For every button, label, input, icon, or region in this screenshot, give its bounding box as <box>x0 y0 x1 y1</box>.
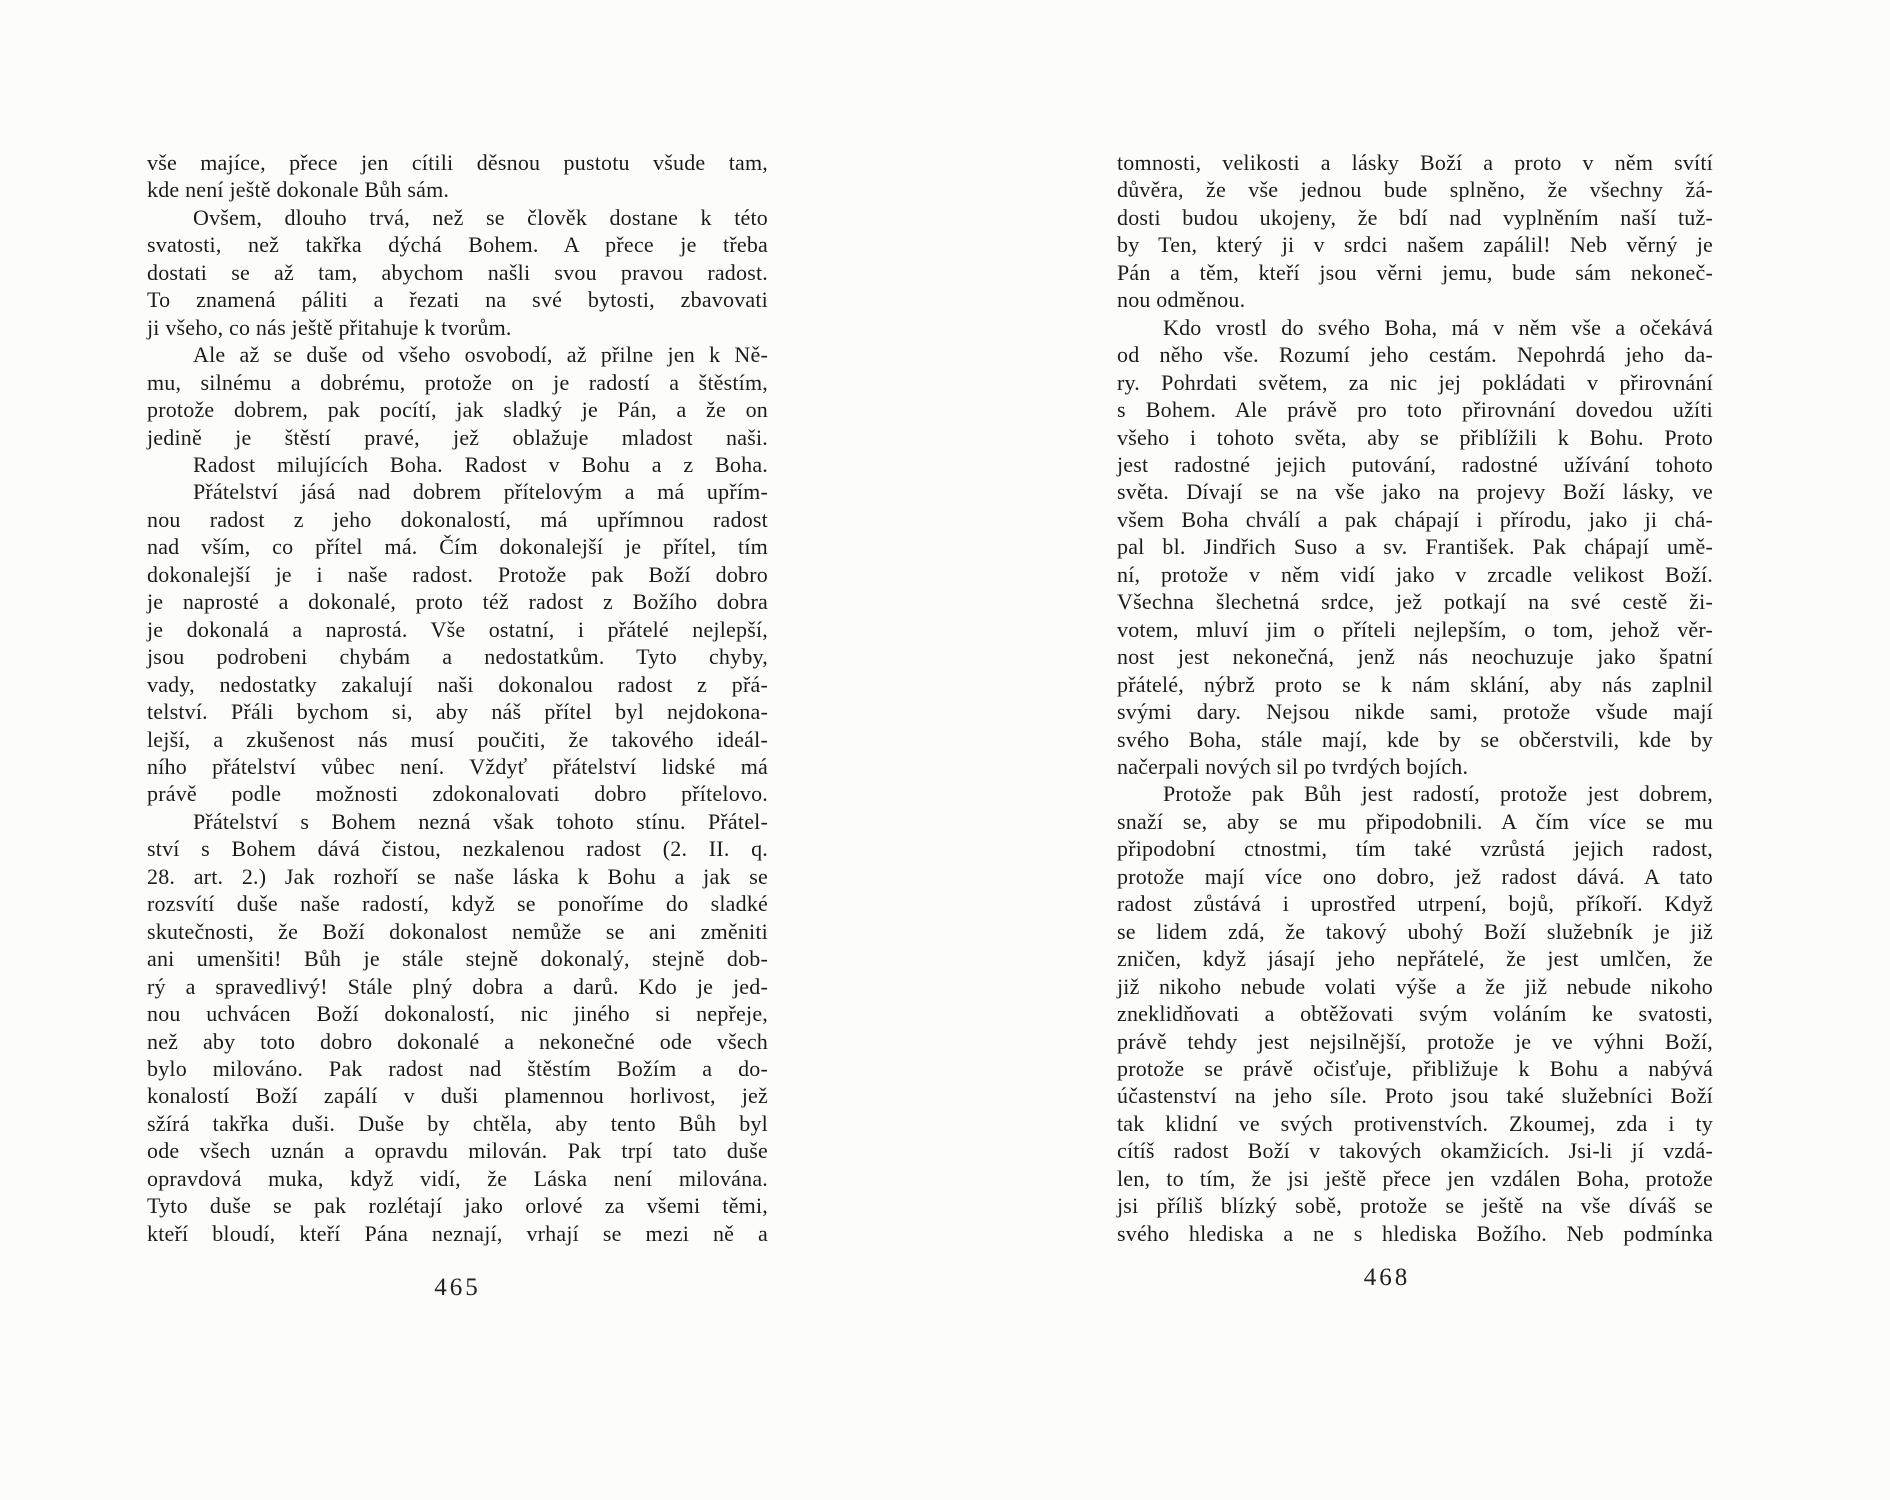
text-line: Radost milujících Boha. Radost v Bohu a z Boha. <box>193 451 768 477</box>
text-line: sžírá takřka duši. Duše by chtěla, aby tento Bůh byl <box>147 1110 768 1136</box>
text-line: nou odměnou. <box>1117 287 1246 313</box>
text-line: nou uchvácen Boží dokonalostí, nic jiného si nepřeje, <box>147 1001 768 1027</box>
text-line: Kdo vrostl do svého Boha, má v něm vše a očekává <box>1163 314 1713 340</box>
text-line: telství. Přáli bychom si, aby náš přítel byl nejdokona- <box>147 699 768 725</box>
text-line: skutečnosti, že Boží dokonalost nemůže se ani změniti <box>147 918 768 944</box>
text-line: svatosti, než takřka dýchá Bohem. A přece je třeba <box>147 232 768 258</box>
text-line: bylo milováno. Pak radost nad štěstím Božím a do- <box>147 1055 768 1081</box>
text-line: svého Boha, stále mají, kde by se občerstvili, kde by <box>1117 726 1713 752</box>
text-line: všeho i tohoto světa, aby se přiblížili k Bohu. Proto <box>1117 424 1713 450</box>
text-line: světa. Dívají se na vše jako na projevy Boží lásky, ve <box>1117 479 1713 505</box>
page-text <box>1117 149 1713 1247</box>
text-line: len, to tím, že jsi ještě přece jen vzdálen Boha, protože <box>1117 1165 1713 1191</box>
page-number: 465 <box>434 1274 481 1302</box>
text-line: nost jest nekonečná, jenž nás neochuzuje jako špatní <box>1117 644 1713 670</box>
text-line: ního přátelství vůbec není. Vždyť přátelství lidské má <box>147 753 768 779</box>
text-line: ry. Pohrdati světem, za nic jej pokládati v přirovnání <box>1117 369 1713 395</box>
text-line: Všechna šlechetná srdce, jež potkají na své cestě ži- <box>1117 589 1713 615</box>
text-line: Protože pak Bůh jest radostí, protože jest dobrem, <box>1163 781 1713 807</box>
text-line: účastenství na jeho síle. Proto jsou také služebníci Boží <box>1117 1083 1713 1109</box>
text-line: jest radostné jejich putování, radostné užívání tohoto <box>1117 451 1713 477</box>
text-line: 28. art. 2.) Jak rozhoří se naše láska k Bohu a jak se <box>147 863 768 889</box>
text-line: Přátelství jásá nad dobrem přítelovým a má upřím- <box>193 479 768 505</box>
text-line: protože dobrem, pak pocítí, jak sladký je Pán, a že on <box>147 397 768 423</box>
text-line: právě podle možnosti zdokonalovati dobro přítelovo. <box>147 781 768 807</box>
page-number: 468 <box>1363 1264 1411 1292</box>
text-line: ode všech uznán a opravdu milován. Pak trpí tato duše <box>147 1138 768 1164</box>
text-line: opravdová muka, když vidí, že Láska není milována. <box>147 1165 768 1191</box>
text-line: svého hlediska a ne s hlediska Božího. Neb podmínka <box>1117 1220 1713 1246</box>
page-right-468 <box>1117 149 1713 1302</box>
text-line: ství s Bohem dává čistou, nezkalenou radost (2. II. q. <box>147 836 768 862</box>
text-line: tomnosti, velikosti a lásky Boží a proto v něm svítí <box>1117 150 1713 175</box>
text-line: Pán a těm, kteří jsou věrni jemu, bude sám nekoneč- <box>1117 259 1713 285</box>
text-line: nad vším, co přítel má. Čím dokonalejší je přítel, tím <box>147 534 768 560</box>
page-text <box>147 149 768 1247</box>
text-line: se lidem zdá, že takový ubohý Boží služebník je již <box>1117 918 1713 944</box>
text-line: kde není ještě dokonale Bůh sám. <box>147 177 450 203</box>
text-line: všem Boha chválí a pak chápají i přírodu, jako ji chá- <box>1117 506 1713 532</box>
text-line: důvěra, že vše jednou bude splněno, že všechny žá- <box>1117 177 1713 203</box>
text-line: dostati se až tam, abychom našli svou pravou radost. <box>147 259 768 285</box>
text-line: mu, silnému a dobrému, protože on je radostí a štěstím, <box>147 369 768 395</box>
text-line: snaží se, aby se mu připodobnili. A čím více se mu <box>1117 808 1713 834</box>
text-line: ní, protože v něm vidí jako v zrcadle velikost Boží. <box>1117 561 1713 587</box>
text-line: od něho vše. Rozumí jeho cestám. Nepohrdá jeho da- <box>1117 342 1713 368</box>
text-line: votem, mluví jim o příteli nejlepším, o tom, jehož věr- <box>1117 616 1713 642</box>
text-line: kteří bloudí, kteří Pána neznají, vrhají se mezi ně a <box>147 1220 768 1246</box>
text-line: vše majíce, přece jen cítili děsnou pustotu všude tam, <box>147 150 768 175</box>
text-line: jsi příliš blízký sobě, protože se ještě na vše díváš se <box>1117 1193 1713 1219</box>
text-line: To znamená páliti a řezati na své bytosti, zbavovati <box>147 287 768 313</box>
text-line: načerpali nových sil po tvrdých bojích. <box>1117 753 1469 779</box>
text-line: ani umenšiti! Bůh je stále stejně dokonalý, stejně dob- <box>147 946 768 972</box>
text-line: zneklidňovati a obtěžovati svým voláním ke svatosti, <box>1117 1001 1713 1027</box>
text-line: dosti budou ukojeny, že bdí nad vyplněním naší tuž- <box>1117 204 1713 230</box>
text-line: vady, nedostatky zakalují naši dokonalou radost z přá- <box>147 671 768 697</box>
text-line: již nikoho nebude volati výše a že již nebude nikoho <box>1117 973 1713 999</box>
text-line: s Bohem. Ale právě pro toto přirovnání dovedou užíti <box>1117 397 1713 423</box>
text-line: radost zůstává i uprostřed utrpení, bojů, příkoří. Když <box>1117 891 1713 917</box>
text-line: rozsvítí duše naše radostí, když se ponoříme do sladké <box>147 891 768 917</box>
text-line: nou radost z jeho dokonalostí, má upřímnou radost <box>147 506 768 532</box>
text-line: je naprosté a dokonalé, proto též radost z Božího dobra <box>147 589 768 615</box>
text-line: Ale až se duše od všeho osvobodí, až přilne jen k Ně- <box>193 342 768 368</box>
text-line: připodobní ctnostmi, tím také vzrůstá jejich radost, <box>1117 836 1713 862</box>
text-line: přátelé, nýbrž proto se k nám sklání, aby nás zaplnil <box>1117 671 1713 697</box>
text-line: svými dary. Nejsou nikde sami, protože všude mají <box>1117 699 1713 725</box>
text-line: lejší, a zkušenost nás musí poučiti, že takového ideál- <box>147 726 768 752</box>
text-line: protože se právě očisťuje, přibližuje k Bohu a nabývá <box>1117 1055 1713 1081</box>
text-line: zničen, když jásají jeho nepřátelé, že jest umlčen, že <box>1117 946 1713 972</box>
text-line: Ovšem, dlouho trvá, než se člověk dostane k této <box>193 204 768 230</box>
text-line: Tyto duše se pak rozlétají jako orlové za všemi těmi, <box>147 1193 768 1219</box>
text-line: dokonalejší je i naše radost. Protože pak Boží dobro <box>147 561 768 587</box>
text-line: než aby toto dobro dokonalé a nekonečné ode všech <box>147 1028 768 1054</box>
text-line: jsou podrobeni chybám a nedostatkům. Tyto chyby, <box>147 644 768 670</box>
text-line: protože mají více ono dobro, jež radost dává. A tato <box>1117 863 1713 889</box>
text-line: rý a spravedlivý! Stále plný dobra a darů. Kdo je jed- <box>147 973 768 999</box>
text-line: pal bl. Jindřich Suso a sv. František. Pak chápají umě- <box>1117 534 1713 560</box>
text-line: cítíš radost Boží v takových okamžicích. Jsi-li jí vzdá- <box>1117 1138 1713 1164</box>
text-line: konalostí Boží zapálí v duši plamennou horlivost, jež <box>147 1083 768 1109</box>
text-line: je dokonalá a naprostá. Vše ostatní, i přátelé nejlepší, <box>147 616 768 642</box>
page-left-465 <box>147 149 768 1302</box>
text-line: tak klidní ve svých protivenstvích. Zkoumej, zda i ty <box>1117 1110 1713 1136</box>
text-line: jedině je štěstí pravé, jež oblažuje mladost naši. <box>147 424 768 450</box>
text-line: ji všeho, co nás ještě přitahuje k tvorům. <box>147 314 512 340</box>
text-line: by Ten, který ji v srdci našem zapálil! Neb věrný je <box>1117 232 1713 258</box>
text-line: právě tehdy jest nejsilnější, protože je ve výhni Boží, <box>1117 1028 1713 1054</box>
text-line: Přátelství s Bohem nezná však tohoto stínu. Přátel- <box>193 808 768 834</box>
